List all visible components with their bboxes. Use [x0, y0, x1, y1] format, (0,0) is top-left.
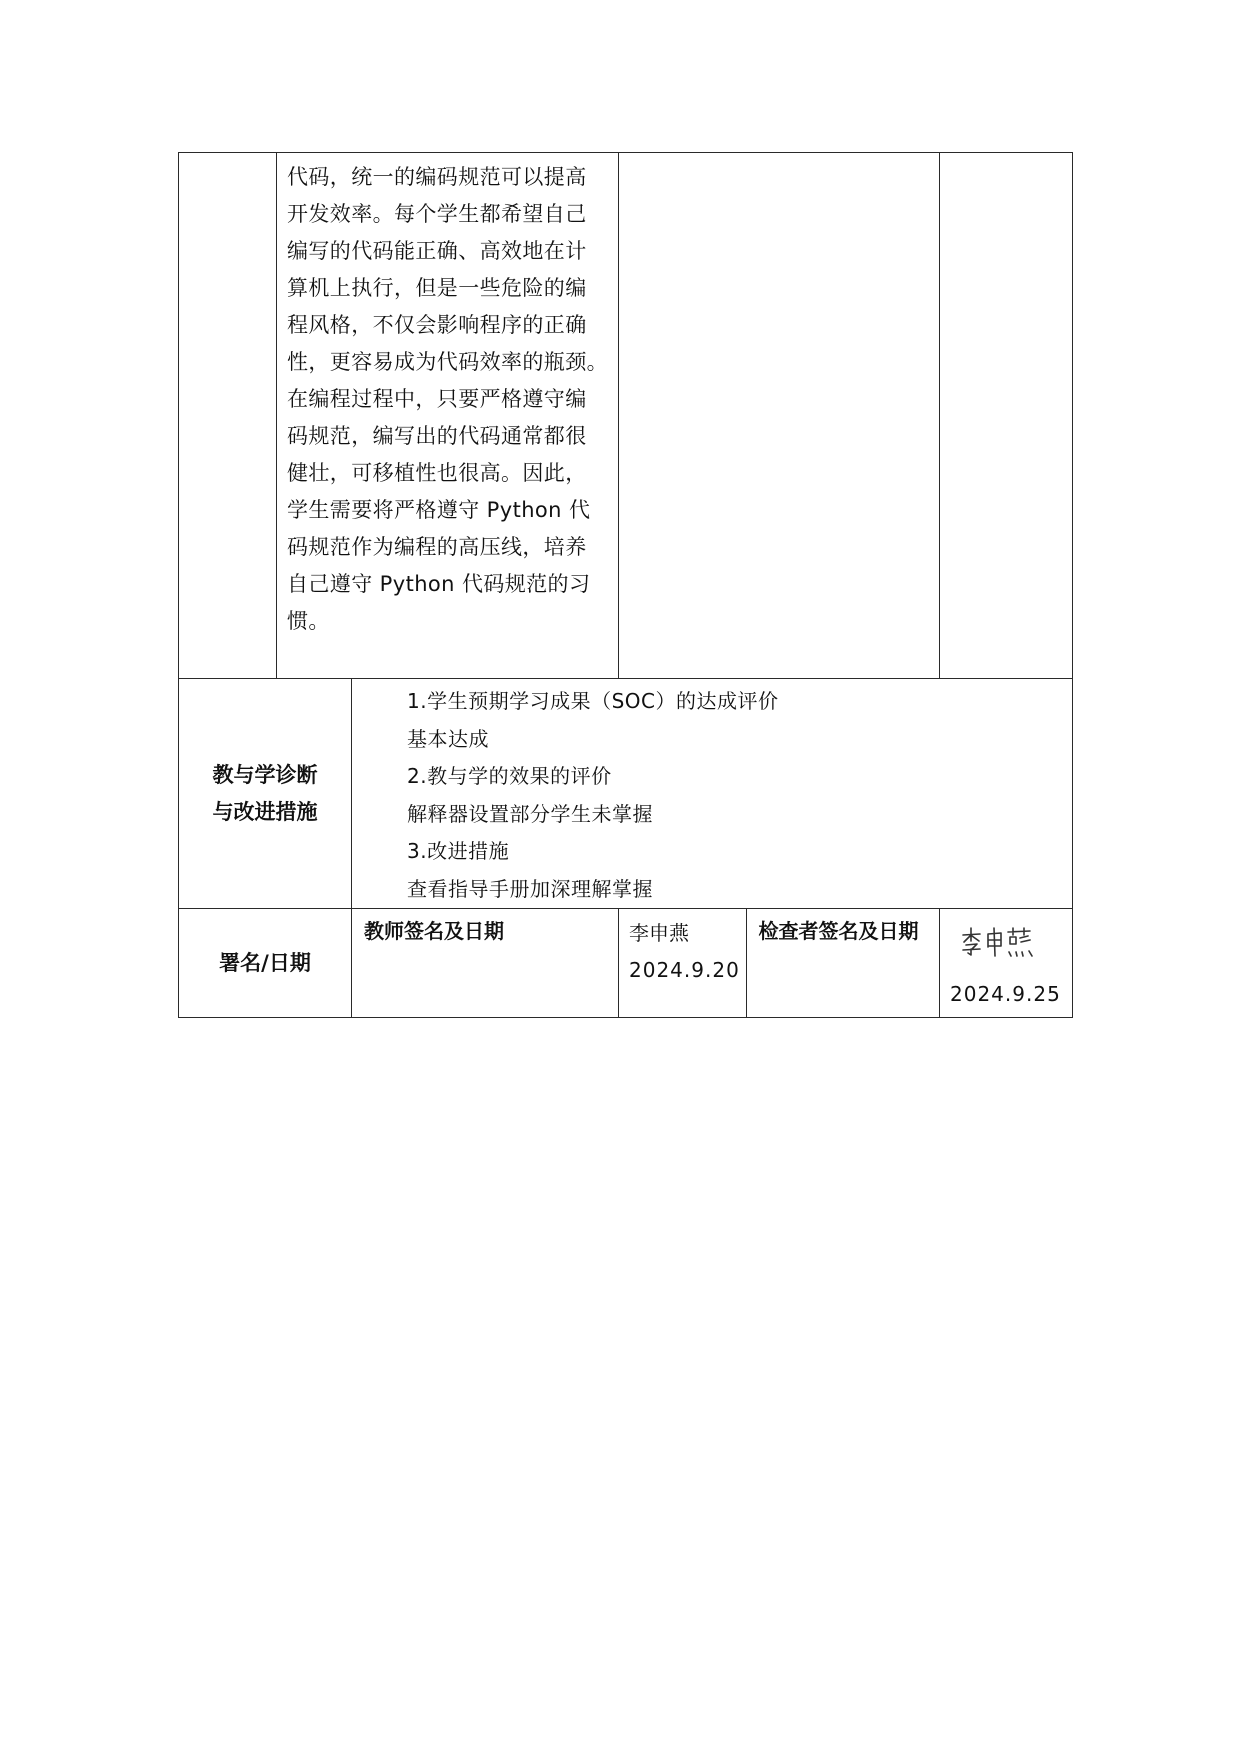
empty-cell-2: [619, 153, 940, 679]
signature-row: [179, 909, 1073, 1018]
signature-label: 署名/日期: [179, 909, 352, 1018]
paragraph-line: 学生需要将严格遵守 Python 代: [287, 498, 591, 522]
diagnosis-item: 查看指导手册加深理解掌握: [407, 876, 653, 901]
diagnosis-item: 2.教与学的效果的评价: [407, 764, 612, 788]
paragraph-line: 在编程过程中，只要严格遵守编: [287, 387, 587, 411]
paragraph-line: 码规范作为编程的高压线，培养: [287, 535, 587, 559]
diagnosis-content-cell: [352, 679, 1073, 909]
teacher-sign-subtable: [619, 909, 939, 1017]
diagnosis-label-line: 教与学诊断: [212, 762, 318, 787]
checker-date: 2024.9.25: [950, 982, 1061, 1006]
paragraph-line: 编写的代码能正确、高效地在计: [287, 239, 587, 263]
diagnosis-list: [352, 679, 1072, 908]
paragraph-line: 惯。: [287, 609, 330, 633]
diagnosis-item: 基本达成: [407, 726, 489, 751]
teacher-name: 李申燕: [629, 921, 689, 945]
paragraph-line: 开发效率。每个学生都希望自己: [287, 202, 587, 226]
diagnosis-label: [179, 679, 352, 909]
diagnosis-item: 1.学生预期学习成果（SOC）的达成评价: [407, 689, 779, 713]
teacher-signature-header: 教师签名及日期: [352, 909, 619, 1018]
empty-cell-1: [179, 153, 277, 679]
diagnosis-item: 3.改进措施: [407, 839, 510, 863]
teacher-signature-group: [619, 909, 940, 1018]
handwritten-signature: [960, 925, 1040, 959]
teacher-date: 2024.9.20: [629, 958, 740, 982]
paragraph-line: 算机上执行，但是一些危险的编: [287, 276, 587, 300]
paragraph-line: 健壮，可移植性也很高。因此，: [287, 461, 587, 485]
checker-signature-header: 检查者签名及日期: [758, 919, 919, 943]
ideology-paragraph: [277, 153, 618, 640]
diagnosis-row: [179, 679, 1073, 909]
ideology-content-cell: [277, 153, 619, 679]
empty-cell-3: [940, 153, 1073, 679]
paragraph-line: 码规范，编写出的代码通常都很: [287, 424, 587, 448]
paragraph-line: 程风格，不仅会影响程序的正确: [287, 313, 587, 337]
checker-signature-value: [940, 909, 1073, 1018]
diagnosis-label-line: 与改进措施: [212, 799, 318, 824]
teacher-signature-value: [619, 909, 746, 1017]
lesson-plan-table: [178, 152, 1073, 1018]
paragraph-line: 自己遵守 Python 代码规范的习: [287, 572, 591, 596]
paragraph-line: 代码，统一的编码规范可以提高: [287, 165, 587, 189]
diagnosis-item: 解释器设置部分学生未掌握: [407, 801, 653, 826]
paragraph-line: 性，更容易成为代码效率的瓶颈。: [287, 350, 608, 374]
continuation-row: [179, 153, 1073, 679]
